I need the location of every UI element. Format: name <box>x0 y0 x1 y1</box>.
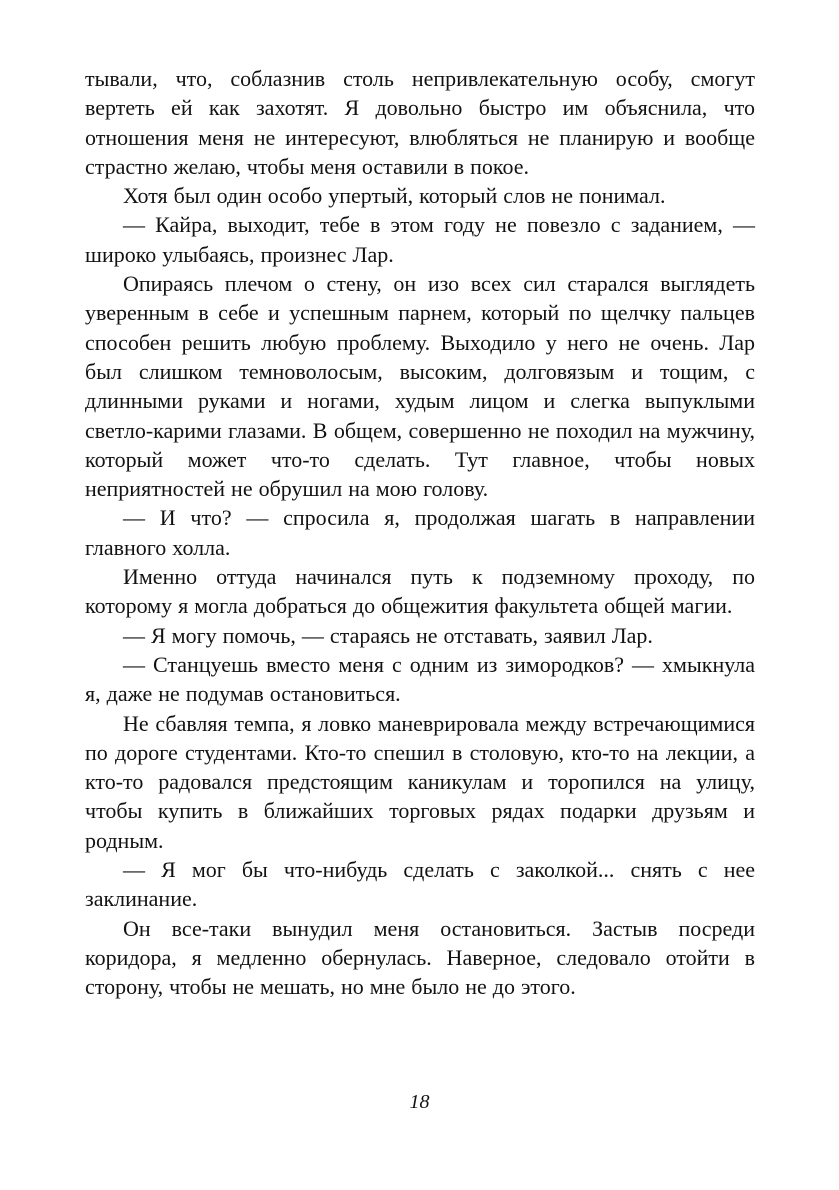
paragraph: Он все-таки вынудил меня остановиться. Застыв посреди коридора, я медленно обернулась. Наверное, следовало отойти в сторону, чтобы не мешать, но мне было не до этого. <box>85 915 755 1000</box>
paragraph: Именно оттуда начинался путь к подземному проходу, по которому я могла добраться до общежития факультета общей магии. <box>85 564 755 619</box>
paragraph: — Я мог бы что-нибудь сделать с заколкой... снять с нее заклинание. <box>85 857 755 912</box>
paragraph: — Станцуешь вместо меня с одним из зимородков? — хмыкнула я, даже не подумав остановиться. <box>85 651 755 707</box>
paragraph: Не сбавляя темпа, я ловко маневрировала между встречающимися по дороге студентами. Кто-то спешил в столовую, кто-то на лекции, а кто-то радовался предстоящим каникулам и торопился на улицу, чтобы купить в ближайших торговых рядах подарки друзьям и родным. <box>85 710 755 853</box>
page-number: 18 <box>409 1091 430 1113</box>
paragraph: Хотя был один особо упертый, который слов не понимал. <box>123 183 666 209</box>
paragraph: — Я могу помочь, — стараясь не отставать, заявил Лар. <box>123 622 653 648</box>
paragraph: Опираясь плечом о стену, он изо всех сил старался выглядеть уверенным в себе и успешным парнем, который по щелчку пальцев способен решить любую проблему. Выходило у него не очень. Лар был слишком темноволосым, высоким, долговязым и тощим, с длинными руками и ногами, худым лицом и слегка выпуклыми светло-карими глазами. В общем, совершенно не походил на мужчину, который может что-то сделать. Тут главное, чтобы новых неприятностей не обрушил на мою голову. <box>85 271 755 502</box>
paragraph: — Кайра, выходит, тебе в этом году не повезло с заданием, — широко улыбаясь, произнес Лар. <box>85 212 755 267</box>
page-text <box>85 64 755 1002</box>
paragraph: — И что? — спросила я, продолжая шагать в направлении главного холла. <box>85 505 755 560</box>
paragraph: тывали, что, соблазнив столь непривлекательную особу, смогут вертеть ей как захотят. Я довольно быстро им объяснила, что отношения меня не интересуют, влюбляться не планирую и вообще страстно желаю, чтобы меня оставили в покое. <box>85 66 755 179</box>
